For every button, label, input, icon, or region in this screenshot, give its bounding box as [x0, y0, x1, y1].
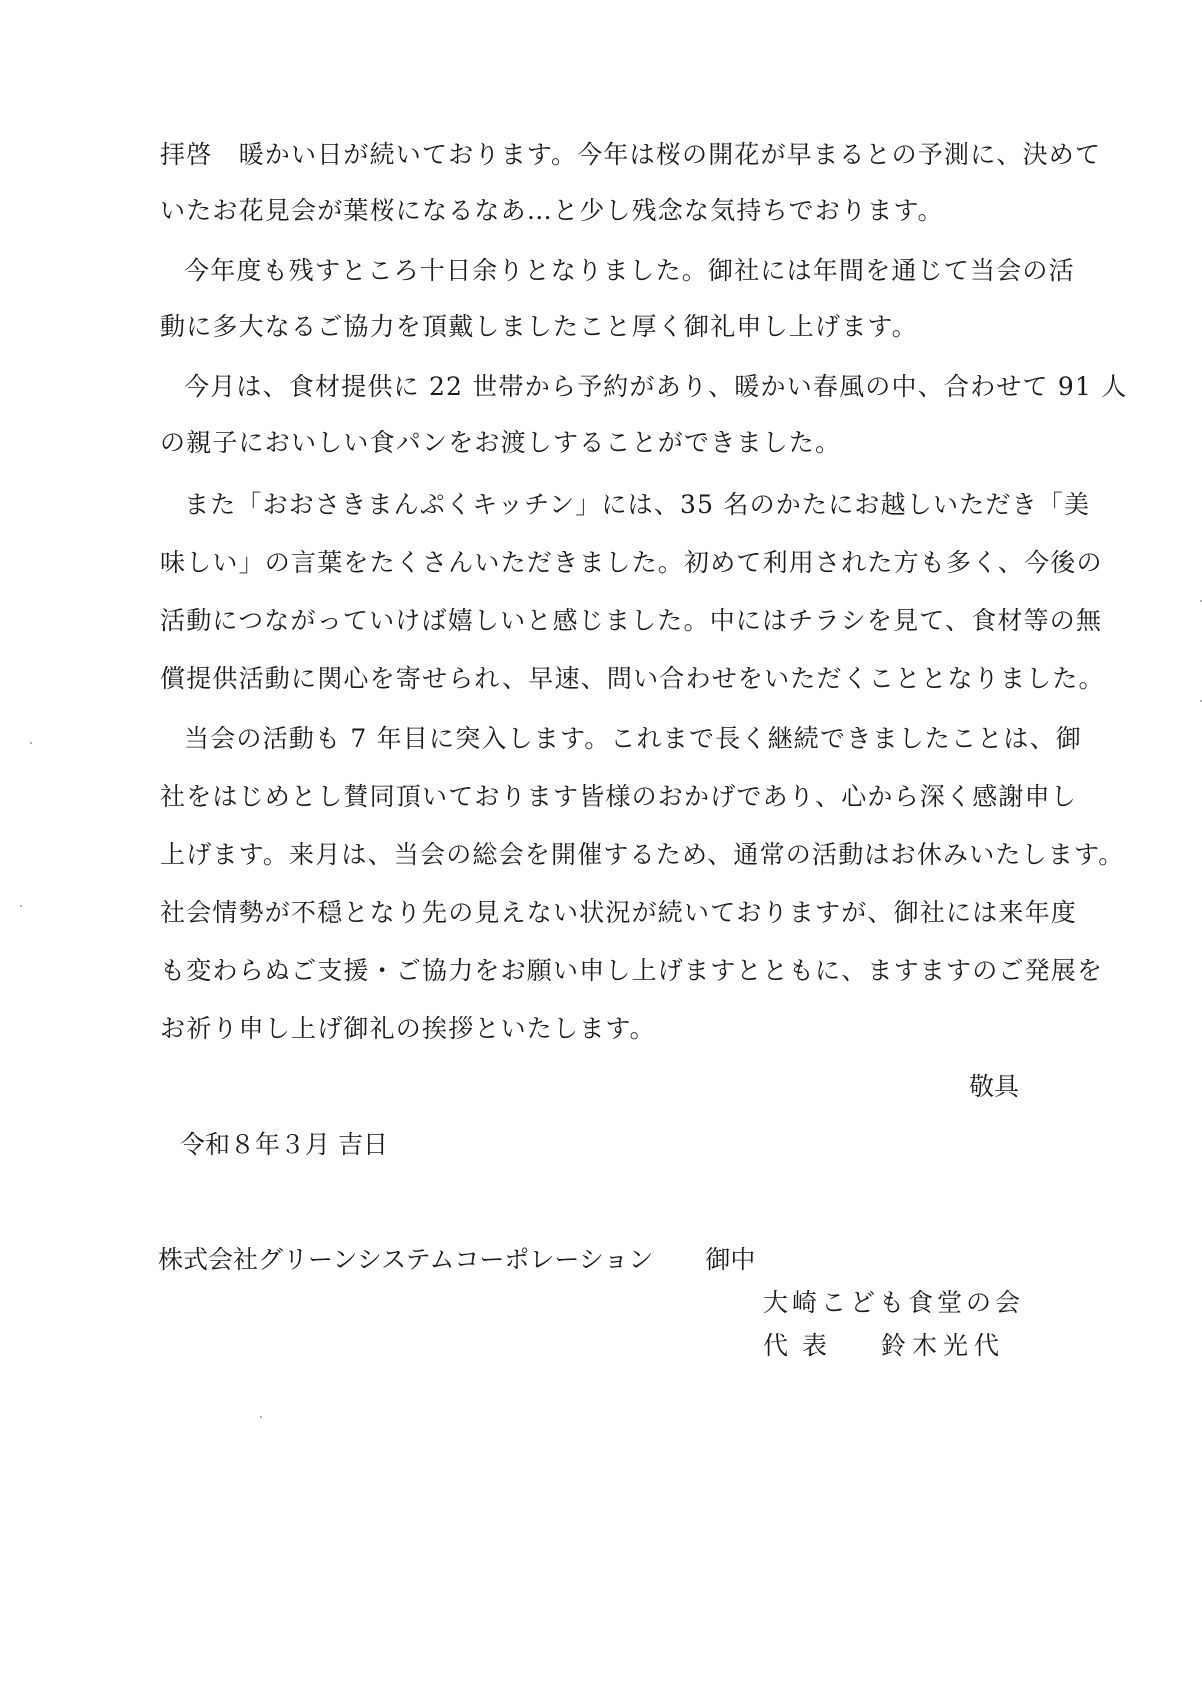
recipient-honorific: 御中	[705, 1245, 756, 1274]
body-line: 味しい」の言葉をたくさんいただきました。初めて利用された方も多く、今後の	[160, 548, 1103, 577]
sender-title: 代表	[763, 1331, 842, 1360]
recipient	[158, 1243, 755, 1277]
body-line: お祈り申し上げ御礼の挨拶といたします。	[160, 1014, 656, 1043]
body-line: 動に多大なるご協力を頂戴しましたこと厚く御礼申し上げます。	[160, 312, 918, 341]
body-line: 償提供活動に関心を寄せられ、早速、問い合わせをいただくこととなりました。	[160, 664, 1105, 693]
body-line: の親子においしい食パンをお渡しすることができました。	[160, 428, 842, 457]
closing-word: 敬具	[968, 1072, 1019, 1101]
body-line: 社をはじめとし賛同頂いております皆様のおかげであり、心から深く感謝申し	[160, 782, 1078, 811]
sender-organization: 大崎こども食堂の会	[763, 1288, 1025, 1317]
recipient-company: 株式会社グリーンシステムコーポレーション	[158, 1245, 654, 1274]
scan-speck	[260, 1416, 262, 1418]
body-line: いたお花見会が葉桜になるなあ…と少し残念な気持ちでおります。	[160, 196, 944, 225]
body-line: も変わらぬご支援・ご協力をお願い申し上げますとともに、ますますのご発展を	[160, 956, 1104, 985]
body-line: 活動につながっていけば嬉しいと感じました。中にはチラシを見て、食材等の無	[160, 606, 1103, 635]
body-line: 社会情勢が不穏となり先の見えない状況が続いておりますが、御社には来年度	[160, 898, 1078, 927]
letter-date: 令和８年３月 吉日	[180, 1130, 388, 1159]
sender-signature	[763, 1329, 1005, 1363]
body-line: 今月は、食材提供に 22 世帯から予約があり、暖かい春風の中、合わせて 91 人	[184, 372, 1128, 401]
body-line: 当会の活動も 7 年目に突入します。これまで長く継続できましたことは、御	[184, 724, 1083, 753]
scan-speck	[30, 742, 32, 744]
scan-speck	[20, 905, 22, 907]
sender-name: 鈴木光代	[881, 1331, 1006, 1360]
body-line: 今年度も残すところ十日余りとなりました。御社には年間を通じて当会の活	[184, 256, 1075, 285]
body-line: 上げます。来月は、当会の総会を開催するため、通常の活動はお休みいたします。	[160, 840, 1125, 869]
body-line: また「おおさきまんぷくキッチン」には、35 名のかたにお越しいただき「美	[184, 490, 1091, 519]
body-line: 拝啓 暖かい日が続いております。今年は桜の開花が早まるとの予測に、決めて	[160, 140, 1102, 169]
